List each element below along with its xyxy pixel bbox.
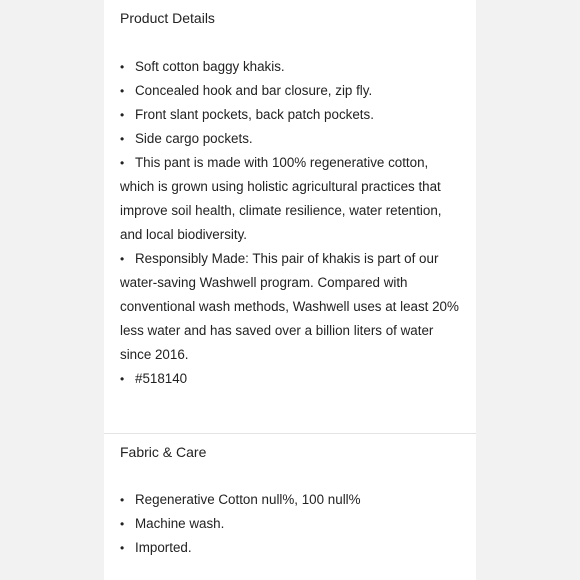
bullet-icon: • (120, 517, 125, 531)
list-item (120, 536, 460, 560)
list-item-text: Regenerative Cotton null%, 100 null% (135, 492, 361, 507)
list-item (120, 55, 460, 79)
list-item-text: This pant is made with 100% regenerative cotton, which is grown using holistic agricultural practices that improve soil health, climate resilience, water retention, and local biodiversity. (120, 155, 442, 242)
list-item (120, 488, 460, 512)
list-item-text: Concealed hook and bar closure, zip fly. (135, 83, 373, 98)
list-item (120, 127, 460, 151)
list-item (120, 103, 460, 127)
bullet-icon: • (120, 252, 125, 266)
list-item (120, 367, 460, 391)
fabric-care-list (120, 488, 460, 560)
section-divider (104, 433, 476, 434)
list-item-text: Side cargo pockets. (135, 131, 253, 146)
list-item-text: #518140 (135, 371, 188, 386)
bullet-icon: • (120, 493, 125, 507)
list-item (120, 151, 460, 247)
product-info-panel (104, 0, 476, 580)
list-item (120, 247, 460, 367)
fabric-care-title: Fabric & Care (120, 444, 207, 460)
bullet-icon: • (120, 60, 125, 74)
product-details-title: Product Details (120, 10, 215, 26)
list-item-text: Responsibly Made: This pair of khakis is part of our water-saving Washwell program. Compared with conventional wash methods, Washwell uses at least 20% less water and has saved over a billion liters of water since 2016. (120, 251, 459, 362)
bullet-icon: • (120, 541, 125, 555)
list-item-text: Imported. (135, 540, 192, 555)
list-item-text: Machine wash. (135, 516, 225, 531)
bullet-icon: • (120, 84, 125, 98)
bullet-icon: • (120, 108, 125, 122)
list-item (120, 79, 460, 103)
list-item (120, 512, 460, 536)
product-details-list (120, 55, 460, 391)
list-item-text: Front slant pockets, back patch pockets. (135, 107, 374, 122)
list-item-text: Soft cotton baggy khakis. (135, 59, 285, 74)
bullet-icon: • (120, 156, 125, 170)
bullet-icon: • (120, 372, 125, 386)
bullet-icon: • (120, 132, 125, 146)
